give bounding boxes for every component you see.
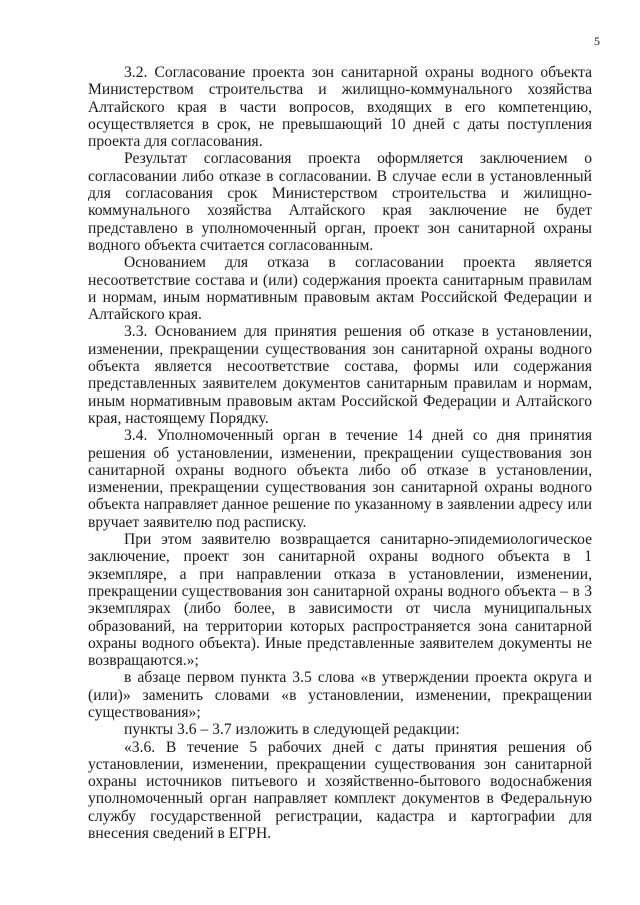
paragraph-3-3: 3.3. Основанием для принятия решения об отказе в установлении, изменении, прекращении существования зон санитарной охраны водного объекта является несоответствие состава, формы или содержания представленных заявителем документов санитарным правилам и нормам, иным нормативным правовым актам Российской Федерации и Алтайского края, настоящему Порядку. (88, 323, 592, 427)
paragraph-approval-result: Результат согласования проекта оформляется заключением о согласовании либо отказе в согласовании. В случае если в установленный для согласования срок Министерством строительства и жилищно-коммунального хозяйства Алтайского края заключение не будет представлено в уполномоченный орган, проект зон санитарной охраны водного объекта считается согласованным. (88, 150, 592, 254)
paragraph-document-return: При этом заявителю возвращается санитарно-эпидемиологическое заключение, проект зон санитарной охраны водного объекта в 1 экземпляре, а при направлении отказа в установлении, изменении, прекращении существования зон санитарной охраны водного объекта – в 3 экземплярах (либо более, в зависимости от числа муниципальных образований, на территории которых распространяется зона санитарной охраны водного объекта). Иные представленные заявителем документы не возвращаются.»; (88, 531, 592, 670)
paragraph-amendment-3-5: в абзаце первом пункта 3.5 слова «в утверждении проекта округа и (или)» заменить словами «в установлении, изменении, прекращении существования»; (88, 669, 592, 721)
paragraph-3-2: 3.2. Согласование проекта зон санитарной охраны водного объекта Министерством строительства и жилищно-коммунального хозяйства Алтайского края в части вопросов, входящих в его компетенцию, осуществляется в срок, не превышающий 10 дней с даты поступления проекта для согласования. (88, 64, 592, 151)
paragraph-3-6: «3.6. В течение 5 рабочих дней с даты принятия решения об установлении, изменении, прекращении существования зон санитарной охраны источников питьевого и хозяйственно-бытового водоснабжения уполномоченный орган направляет комплект документов в Федеральную службу государственной регистрации, кадастра и картографии для внесения сведений в ЕГРН. (88, 738, 592, 843)
document-body (88, 64, 592, 842)
paragraph-3-4: 3.4. Уполномоченный орган в течение 14 дней со дня принятия решения об установлении, изменении, прекращении существования зон санитарной охраны водного объекта либо об отказе в установлении, изменении, прекращении существования зон санитарной охраны водного объекта направляет данное решение по указанному в заявлении адресу или вручает заявителю под расписку. (88, 427, 592, 531)
paragraph-amendment-3-6-3-7: пункты 3.6 – 3.7 изложить в следующей редакции: (124, 721, 460, 739)
paragraph-refusal-grounds: Основанием для отказа в согласовании проекта является несоответствие состава и (или) содержания проекта санитарным правилам и нормам, иным нормативным правовым актам Российской Федерации и Алтайского края. (88, 254, 592, 324)
page-number: 5 (594, 34, 600, 48)
